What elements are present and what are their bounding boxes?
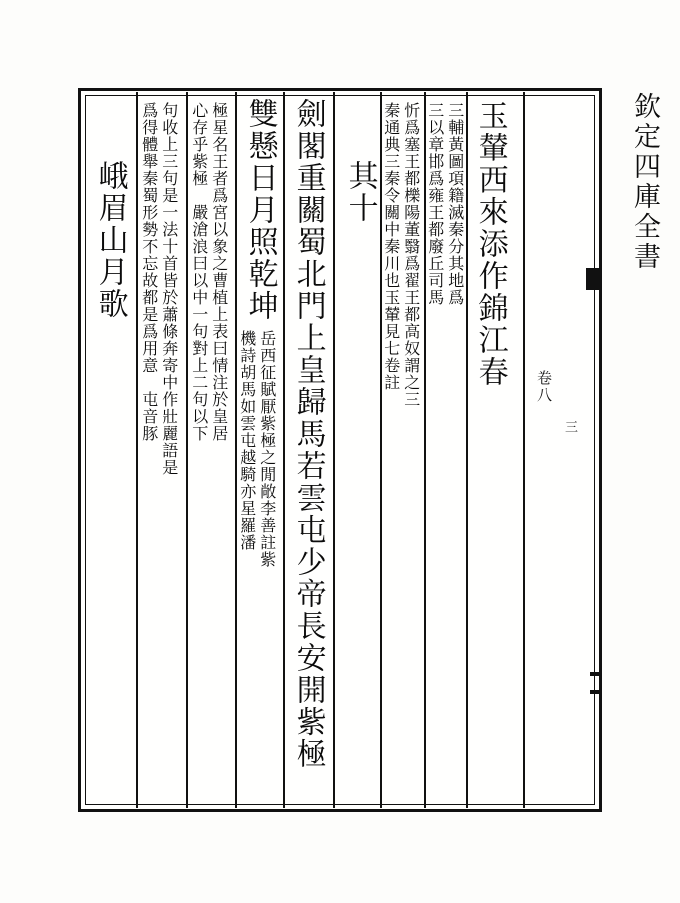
poem-title-column: 峨眉山月歌 bbox=[92, 160, 128, 320]
column-rule bbox=[136, 92, 138, 808]
column-rule bbox=[333, 92, 335, 808]
annotation-left-line: 機詩胡馬如雲屯越騎亦星羅潘 bbox=[237, 330, 257, 551]
collection-title: 欽定四庫全書 bbox=[629, 92, 660, 272]
fold-mark-upper bbox=[586, 268, 602, 290]
annotation-left-line: 爲得體舉秦蜀形勢不忘故都是爲用意 屯音豚 bbox=[139, 102, 159, 442]
poem-title-column: 玉輦西來添作錦江春 bbox=[472, 100, 508, 388]
fold-mark-lower bbox=[590, 672, 602, 676]
poem-line-column: 劍閣重關蜀北門上皇歸馬若雲屯少帝長安開紫極 bbox=[290, 98, 326, 770]
annotation-right-line: 句收上三句是一法十首皆於蕭條奔寄中作壯麗語是 bbox=[159, 102, 179, 476]
column-rule bbox=[523, 92, 525, 808]
fold-mark-lower-2 bbox=[590, 690, 602, 694]
annotation-left-line: 三以章邯爲雍王都廢丘司馬 bbox=[425, 102, 445, 306]
section-number-column: 其十 bbox=[342, 160, 378, 224]
column-rule bbox=[186, 92, 188, 808]
column-rule bbox=[466, 92, 468, 808]
annotation-right-line: 岳西征賦厭紫極之閒敞李善註紫 bbox=[257, 330, 277, 568]
column-rule bbox=[283, 92, 285, 808]
column-rule bbox=[235, 92, 237, 808]
annotation-right-line: 極星名王者爲宮以象之曹植上表曰情注於皇居 bbox=[209, 102, 229, 442]
annotation-left-line: 心存乎紫極 嚴滄浪曰以中一句對上二句以下 bbox=[189, 102, 209, 442]
page-side-mark: 三 bbox=[562, 420, 577, 433]
juan-label: 卷八 bbox=[535, 370, 553, 404]
poem-line-column: 雙懸日月照乾坤 bbox=[242, 98, 278, 322]
annotation-right-line: 三輔黃圖項籍滅秦分其地爲 bbox=[445, 102, 465, 306]
annotation-left-line: 秦通典三秦令關中秦川也玉輦見七卷註 bbox=[381, 102, 401, 391]
annotation-right-line: 忻爲塞王都櫟陽董翳爲翟王都高奴謂之三 bbox=[401, 102, 421, 408]
